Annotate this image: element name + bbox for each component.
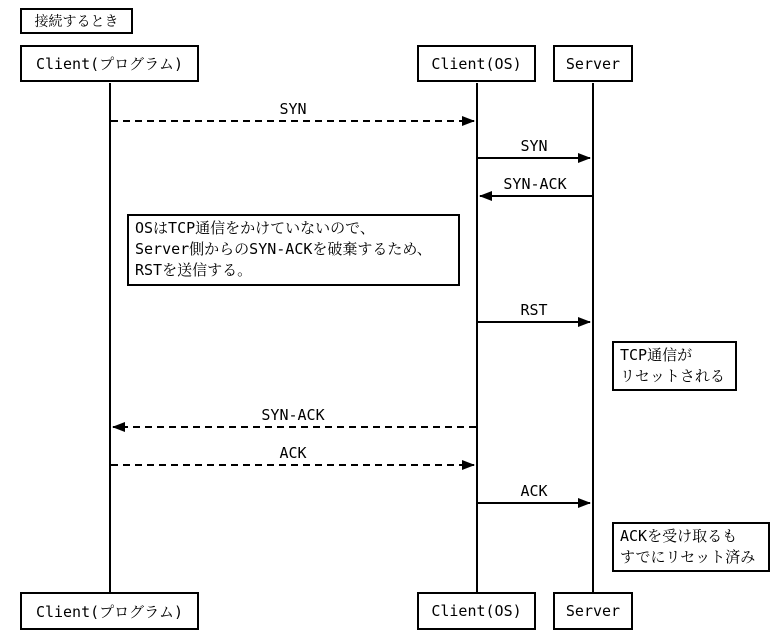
- message-label-syn-1: SYN: [279, 100, 307, 118]
- note-line: ACKを受け取るも: [620, 527, 738, 545]
- note-ack-already-reset: [612, 522, 770, 572]
- actor-top-client-program: [20, 45, 199, 82]
- message-label-ack-2: ACK: [520, 482, 548, 500]
- actor-label: Server: [565, 54, 621, 73]
- actor-top-client-os: [417, 45, 536, 82]
- actor-bottom-client-os: [417, 592, 536, 630]
- actor-bottom-client-program: [20, 592, 199, 630]
- actor-label: Server: [565, 602, 621, 620]
- message-label-syn-2: SYN: [520, 137, 548, 155]
- message-label-synack-1: SYN-ACK: [503, 175, 567, 193]
- diagram-title: [20, 8, 133, 34]
- actor-label: Client(プログラム): [35, 602, 184, 621]
- actor-top-server: [553, 45, 633, 82]
- actor-label: Client(プログラム): [35, 55, 184, 73]
- diagram-title-label: 接続するとき: [34, 14, 119, 30]
- actor-label: Client(OS): [431, 54, 522, 73]
- message-label-rst: RST: [520, 301, 548, 319]
- note-rst-explanation: [127, 214, 460, 286]
- message-label-ack-1: ACK: [279, 444, 307, 462]
- note-line: RSTを送信する。: [135, 261, 253, 279]
- message-label-synack-2: SYN-ACK: [261, 406, 325, 424]
- actor-bottom-server: [553, 592, 633, 630]
- note-line: すでにリセット済み: [620, 548, 756, 566]
- actor-label: Client(OS): [431, 602, 522, 620]
- note-line: TCP通信が: [620, 346, 693, 364]
- note-line: OSはTCP通信をかけていないので、: [135, 219, 375, 237]
- note-line: リセットされる: [620, 367, 725, 385]
- note-line: Server側からのSYN-ACKを破棄するため、: [135, 240, 432, 258]
- note-tcp-reset: [612, 341, 737, 391]
